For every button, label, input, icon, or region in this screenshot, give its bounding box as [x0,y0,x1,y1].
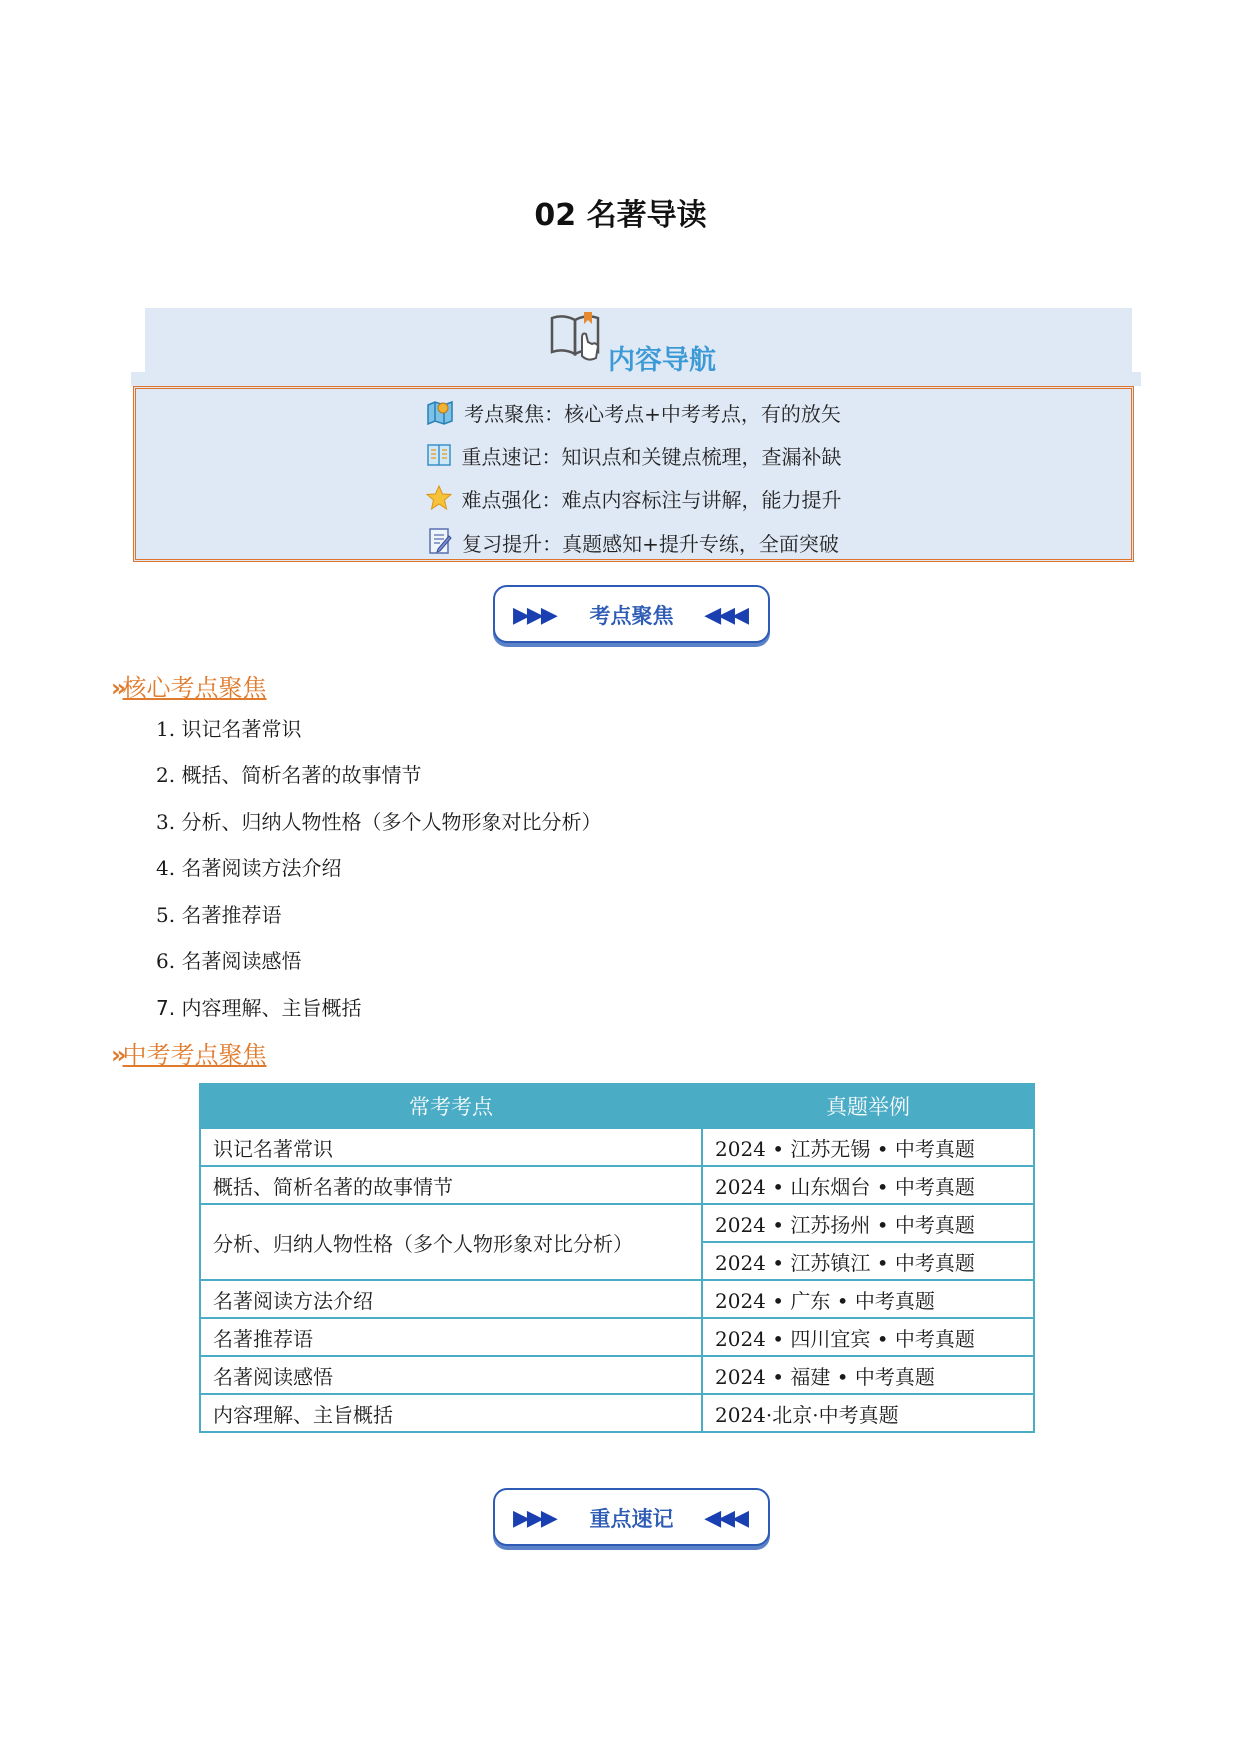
list-item: 3. 分析、归纳人物性格（多个人物形象对比分析） [156,810,602,834]
nav-row-focus [136,398,1131,427]
book-icon [426,442,452,468]
topic-cell: 概括、简析名著的故事情节 [200,1166,702,1204]
example-cell: 2024 • 福建 • 中考真题 [702,1356,1034,1394]
nav-row-difficult [136,484,1131,513]
table-row [200,1318,1034,1356]
example-cell: 2024·北京·中考真题 [702,1394,1034,1432]
page-title: 02 名著导读 [534,198,707,233]
topic-cell: 名著阅读方法介绍 [200,1280,702,1318]
core-heading [111,668,267,703]
topic-cell: 名著阅读感悟 [200,1356,702,1394]
nav-row-text: 重点速记：知识点和关键点梳理，查漏补缺 [461,445,842,469]
note-edit-icon [428,527,452,555]
exam-table [199,1083,1035,1433]
banner-key-memo [493,1488,770,1546]
right-arrows-icon: ▶▶▶ [513,603,555,628]
right-arrows-icon: ▶▶▶ [513,1506,555,1531]
topic-cell: 识记名著常识 [200,1128,702,1166]
left-arrows-icon: ◀◀◀ [704,1506,746,1531]
banner-exam-focus [493,585,770,643]
nav-row-memo [136,441,1131,470]
exam-heading [111,1035,267,1070]
table-row [200,1356,1034,1394]
example-cell: 2024 • 广东 • 中考真题 [702,1280,1034,1318]
nav-row-text: 考点聚焦：核心考点+中考考点，有的放矢 [464,402,841,426]
nav-row-text: 难点强化：难点内容标注与讲解，能力提升 [461,488,842,512]
example-cell: 2024 • 江苏无锡 • 中考真题 [702,1128,1034,1166]
banner-label: 重点速记 [589,1507,674,1531]
table-row [200,1204,1034,1242]
table-header: 常考考点 [200,1084,702,1128]
map-pin-icon [426,399,454,425]
chevron-icon: » [111,1041,121,1069]
table-header: 真题举例 [702,1084,1034,1128]
exam-heading-text: 中考考点聚焦 [122,1041,267,1069]
topic-cell: 名著推荐语 [200,1318,702,1356]
banner-label: 考点聚焦 [589,604,674,628]
list-item: 4. 名著阅读方法介绍 [156,856,342,880]
example-cell: 2024 • 山东烟台 • 中考真题 [702,1166,1034,1204]
topic-cell: 分析、归纳人物性格（多个人物形象对比分析） [200,1204,702,1280]
chevron-icon: » [111,674,121,702]
list-item: 5. 名著推荐语 [156,903,282,927]
topic-cell: 内容理解、主旨概括 [200,1394,702,1432]
nav-title: 内容导航 [608,345,716,376]
example-cell: 2024 • 江苏镇江 • 中考真题 [702,1242,1034,1280]
example-cell: 2024 • 江苏扬州 • 中考真题 [702,1204,1034,1242]
table-row [200,1394,1034,1432]
star-icon [426,485,452,511]
book-pointer-icon [548,308,604,364]
list-item: 6. 名著阅读感悟 [156,949,302,973]
list-item: 1. 识记名著常识 [156,717,302,741]
core-heading-text: 核心考点聚焦 [122,674,267,702]
table-header-row [200,1084,1034,1128]
nav-row-text: 复习提升：真题感知+提升专练，全面突破 [462,532,839,556]
table-row [200,1280,1034,1318]
nav-row-review [136,527,1131,557]
table-row [200,1166,1034,1204]
example-cell: 2024 • 四川宜宾 • 中考真题 [702,1318,1034,1356]
left-arrows-icon: ◀◀◀ [704,603,746,628]
table-row [200,1128,1034,1166]
nav-box [133,386,1134,562]
list-item: 7. 内容理解、主旨概括 [156,996,362,1020]
list-item: 2. 概括、简析名著的故事情节 [156,763,422,787]
